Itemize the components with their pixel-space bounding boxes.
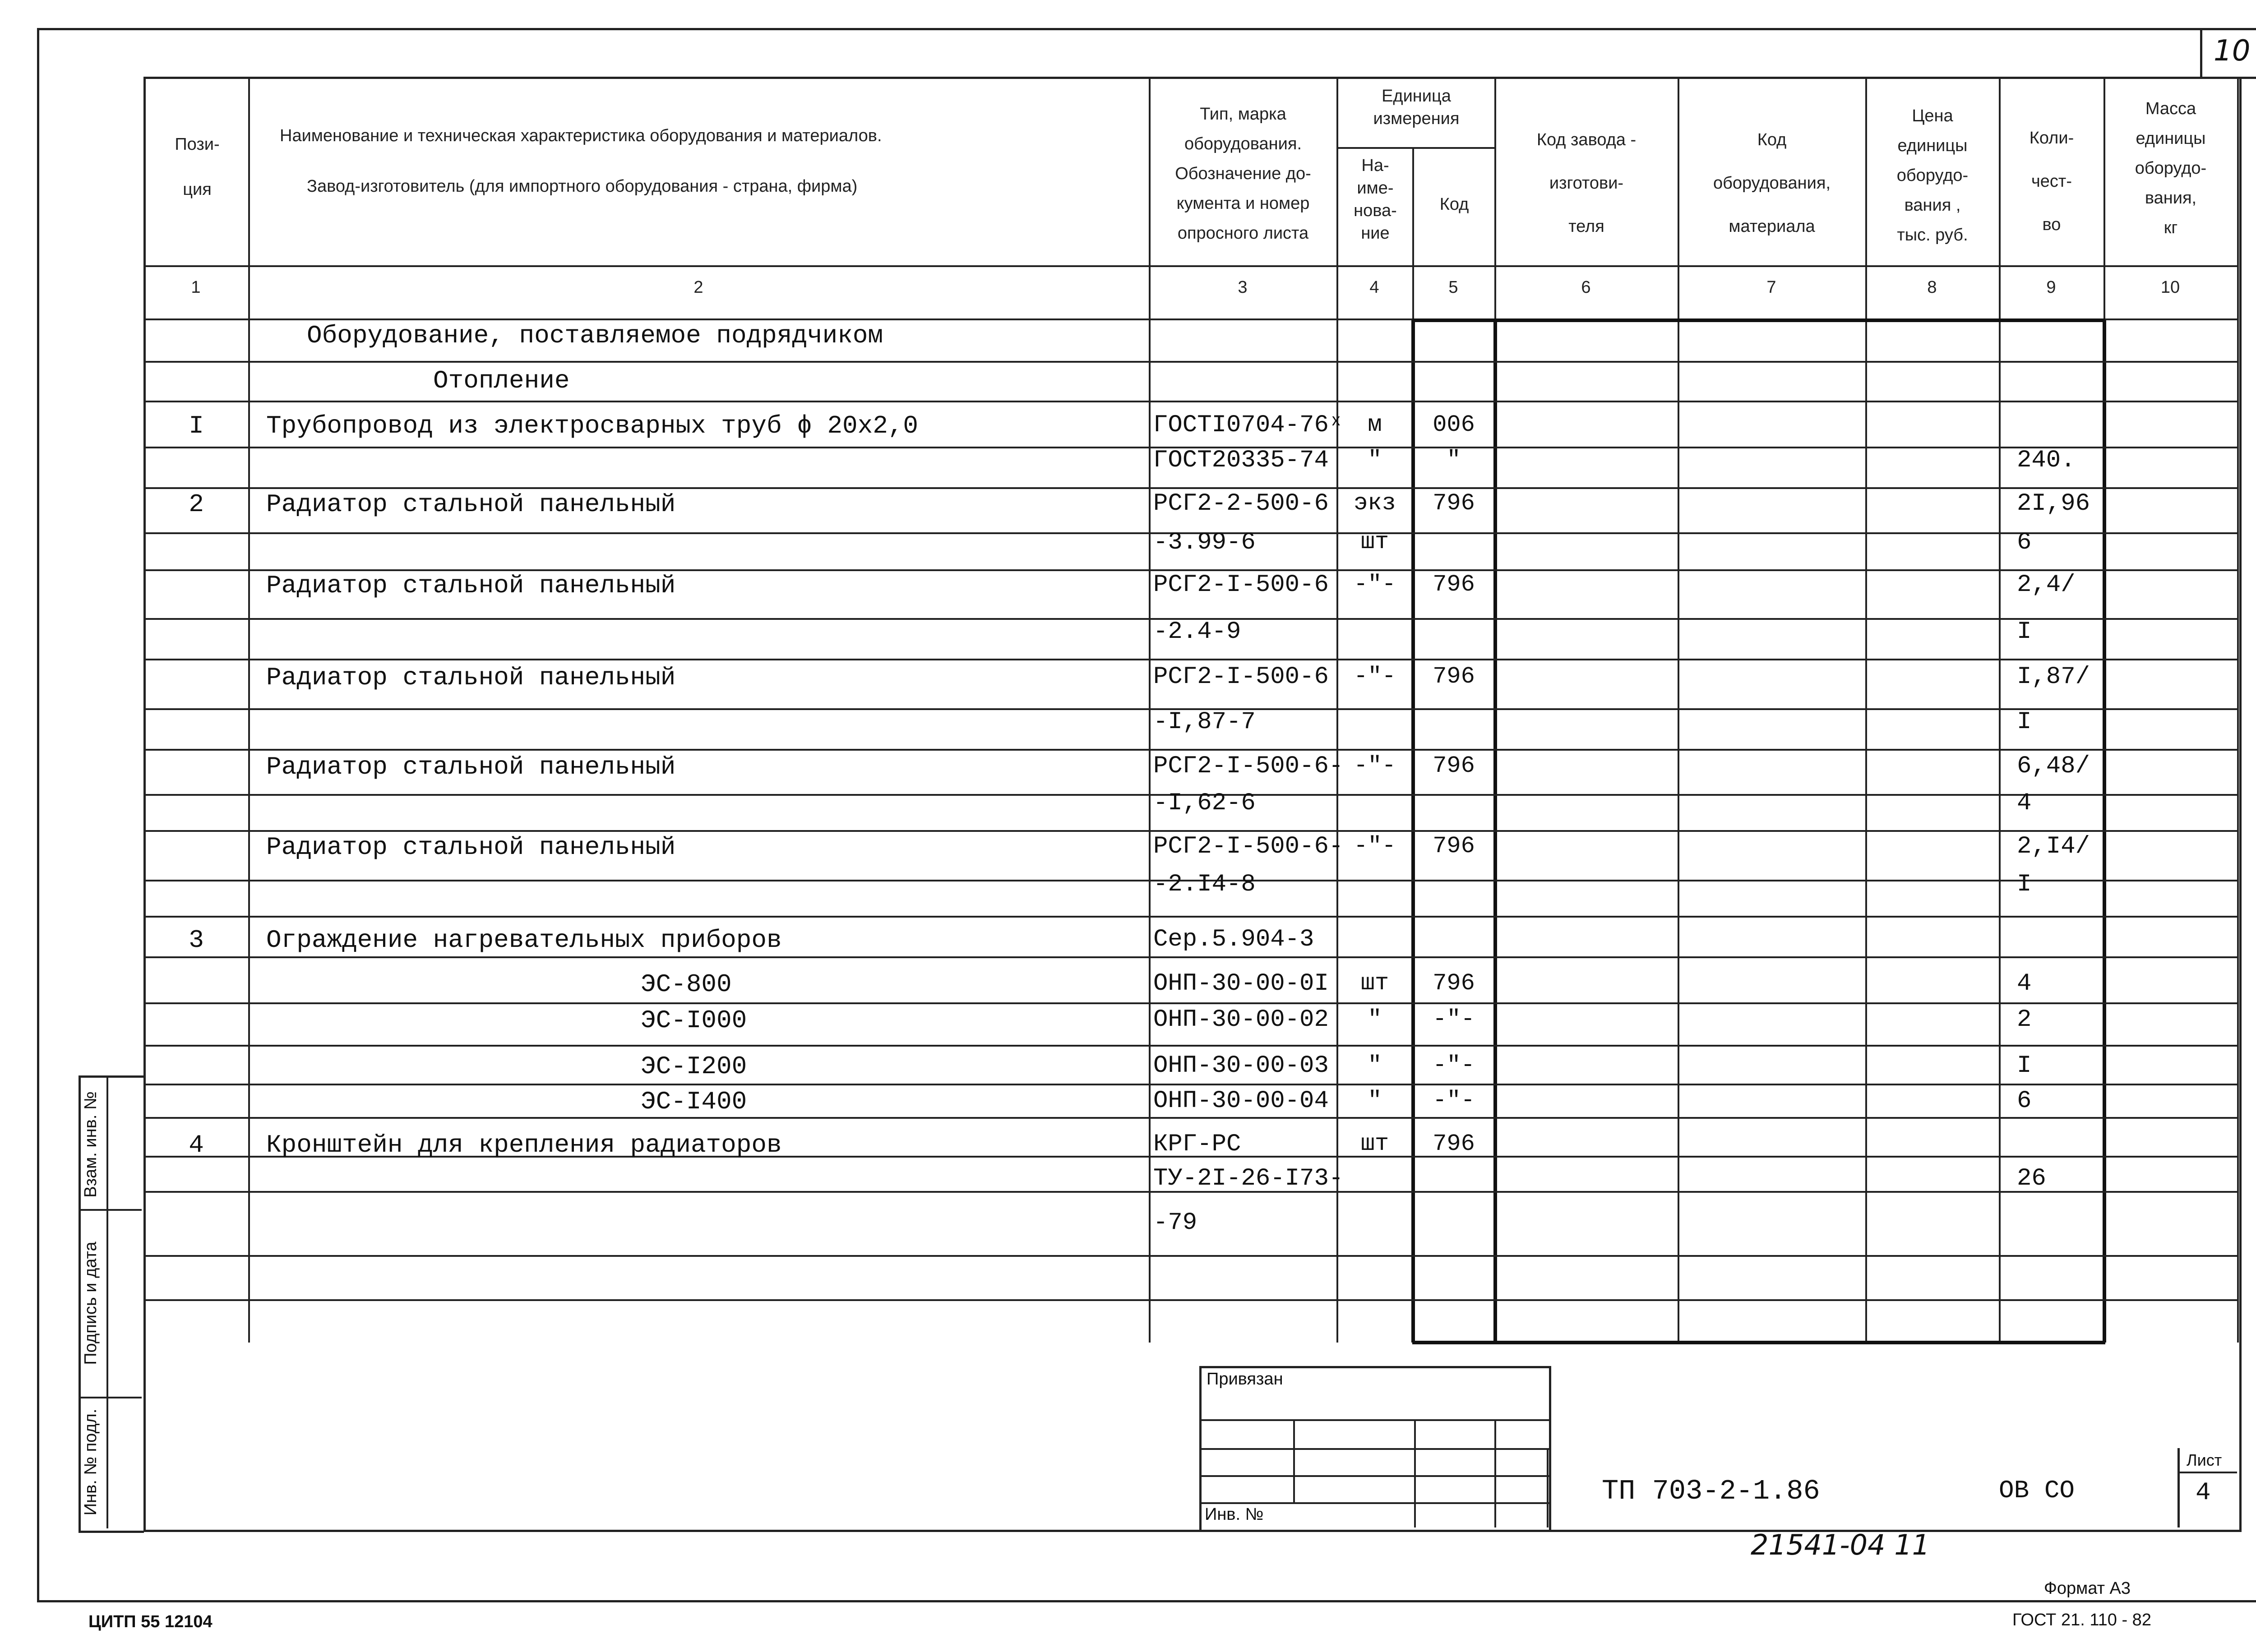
row-name: ЭС-800 [641,970,732,999]
header-col7: Код оборудования, материала [1713,130,1831,236]
row-name: Отопление [433,366,570,395]
row-unit: " [1368,1006,1382,1033]
row-quantity: I [2017,871,2032,898]
row-document: РСГ2-I-500-6 [1153,571,1329,599]
row-quantity: I [2017,708,2032,736]
column-number: 6 [1581,278,1591,297]
row-name: Трубопровод из электросварных труб ϕ 20x2,0 [266,411,919,440]
privyazan-label: Привязан [1207,1370,1283,1389]
row-document: ОНП-30-00-02 [1153,1006,1329,1034]
footer-left: ЦИТП 55 12104 [88,1612,213,1631]
row-quantity: 2,4/ [2017,571,2076,599]
column-number: 7 [1766,278,1776,297]
header-col4: На- име- нова- ние [1354,156,1397,243]
row-unit: шт [1360,529,1389,555]
row-name: ЭС-I400 [641,1087,747,1116]
designation: ТП 703-2-1.86 [1602,1475,1820,1507]
row-unit: " [1368,447,1382,473]
row-quantity: 4 [2017,789,2032,817]
row-document: -I,87-7 [1153,708,1256,736]
row-quantity: I,87/ [2017,663,2090,691]
row-document: ТУ-2I-26-I73- [1153,1165,1344,1192]
row-quantity: I [2017,618,2032,646]
row-document: РСГ2-I-500-6 [1153,663,1329,691]
row-quantity: I [2017,1052,2032,1080]
column-number: 10 [2160,278,2180,297]
sheet-number: 4 [2196,1478,2211,1507]
header-col2-line1: Наименование и техническая характеристика оборудования и материалов. [280,126,882,145]
row-quantity: 26 [2017,1165,2046,1192]
corner-sheet-number: 10 [2214,34,2251,68]
row-unit: " [1368,1087,1382,1114]
column-number: 4 [1369,278,1379,297]
row-quantity: 2I,96 [2017,490,2090,517]
row-quantity: 240. [2017,447,2076,474]
row-unit: шт [1360,1131,1389,1157]
handwritten-number: 21541-04 11 [1751,1528,1930,1561]
side-podpis: Подпись и дата [81,1241,100,1365]
row-unit: экз [1354,490,1396,517]
row-code: -"- [1433,1052,1475,1079]
row-name: Радиатор стальной панельный [266,571,676,600]
row-name: ЭС-I000 [641,1006,747,1035]
sheet-label: Лист [2187,1451,2222,1469]
row-quantity: 2,I4/ [2017,833,2090,860]
row-position: 3 [189,926,204,955]
inv-no-label: Инв. № [1205,1505,1264,1524]
row-code: -"- [1433,1087,1475,1114]
row-unit: " [1368,1052,1382,1079]
header-col5: Код [1439,195,1469,214]
row-unit: -"- [1354,833,1396,859]
row-document: -I,62-6 [1153,789,1256,817]
header-col10: Масса единицы оборудо- вания, кг [2135,99,2207,237]
header-col6: Код завода - изготови- теля [1536,130,1637,236]
row-name: Радиатор стальной панельный [266,752,676,781]
footer-gost: ГОСТ 21. 110 - 82 [2012,1610,2151,1629]
header-col8: Цена единицы оборудо- вания , тыс. руб. [1896,106,1969,245]
side-inv: Инв. № подл. [81,1408,100,1516]
row-code: -"- [1433,1006,1475,1033]
row-code: 796 [1433,970,1475,997]
row-code: 796 [1433,752,1475,779]
row-document: РСГ2-2-500-6 [1153,490,1329,517]
row-document: КРГ-РС [1153,1131,1241,1158]
row-document: -79 [1153,1209,1197,1237]
row-name: Оборудование, поставляемое подрядчиком [307,321,883,350]
row-code: 796 [1433,663,1475,690]
row-code: 796 [1433,1131,1475,1157]
row-name: Радиатор стальной панельный [266,663,676,692]
row-unit: шт [1360,970,1389,997]
row-document: ОНП-30-00-03 [1153,1052,1329,1080]
header-col3: Тип, марка оборудования. Обозначение до- кумента и номер опросного листа [1175,105,1311,243]
row-document: -2.4-9 [1153,618,1241,646]
row-code: 796 [1433,833,1475,859]
row-code: " [1447,447,1461,473]
row-quantity: 6 [2017,1087,2032,1115]
row-quantity: 6 [2017,529,2032,556]
row-code: 796 [1433,490,1475,517]
row-unit: -"- [1354,663,1396,690]
row-name: Радиатор стальной панельный [266,490,676,519]
row-document: Сер.5.904-3 [1153,926,1314,953]
row-position: I [189,411,204,440]
column-number: 9 [2046,278,2056,297]
column-number: 2 [693,278,703,297]
row-position: 4 [189,1131,204,1159]
row-unit: -"- [1354,752,1396,779]
column-number: 5 [1448,278,1458,297]
row-document: ГОСТI0704-76ˣ [1153,411,1344,439]
row-quantity: 6,48/ [2017,752,2090,780]
column-number: 8 [1927,278,1937,297]
row-name: Ограждение нагревательных приборов [266,926,782,955]
row-position: 2 [189,490,204,519]
header-col9: Коли- чест- во [2029,129,2074,234]
row-document: -3.99-6 [1153,529,1256,556]
row-quantity: 2 [2017,1006,2032,1034]
header-col45: Единица измерения [1373,87,1460,128]
row-name: ЭС-I200 [641,1052,747,1081]
row-name: Кронштейн для крепления радиаторов [266,1131,782,1159]
column-number: 1 [191,278,201,297]
footer-format: Формат А3 [2044,1579,2131,1598]
row-document: ОНП-30-00-0I [1153,970,1329,997]
row-document: ОНП-30-00-04 [1153,1087,1329,1115]
row-document: -2.I4-8 [1153,871,1256,898]
row-quantity: 4 [2017,970,2032,997]
row-document: РСГ2-I-500-6- [1153,833,1344,860]
row-code: 796 [1433,571,1475,598]
side-vzam: Взам. инв. № [81,1091,100,1198]
column-number: 3 [1238,278,1248,297]
row-unit: м [1368,411,1382,438]
row-document: ГОСТ20335-74 [1153,447,1329,474]
row-document: РСГ2-I-500-6- [1153,752,1344,780]
header-col2-line2: Завод-изготовитель (для импортного оборудования - страна, фирма) [307,177,858,196]
doc-code: ОВ СО [1999,1476,2075,1505]
header-col1: Пози- ция [175,135,220,199]
row-name: Радиатор стальной панельный [266,833,676,862]
row-code: 006 [1433,411,1475,438]
row-unit: -"- [1354,571,1396,598]
